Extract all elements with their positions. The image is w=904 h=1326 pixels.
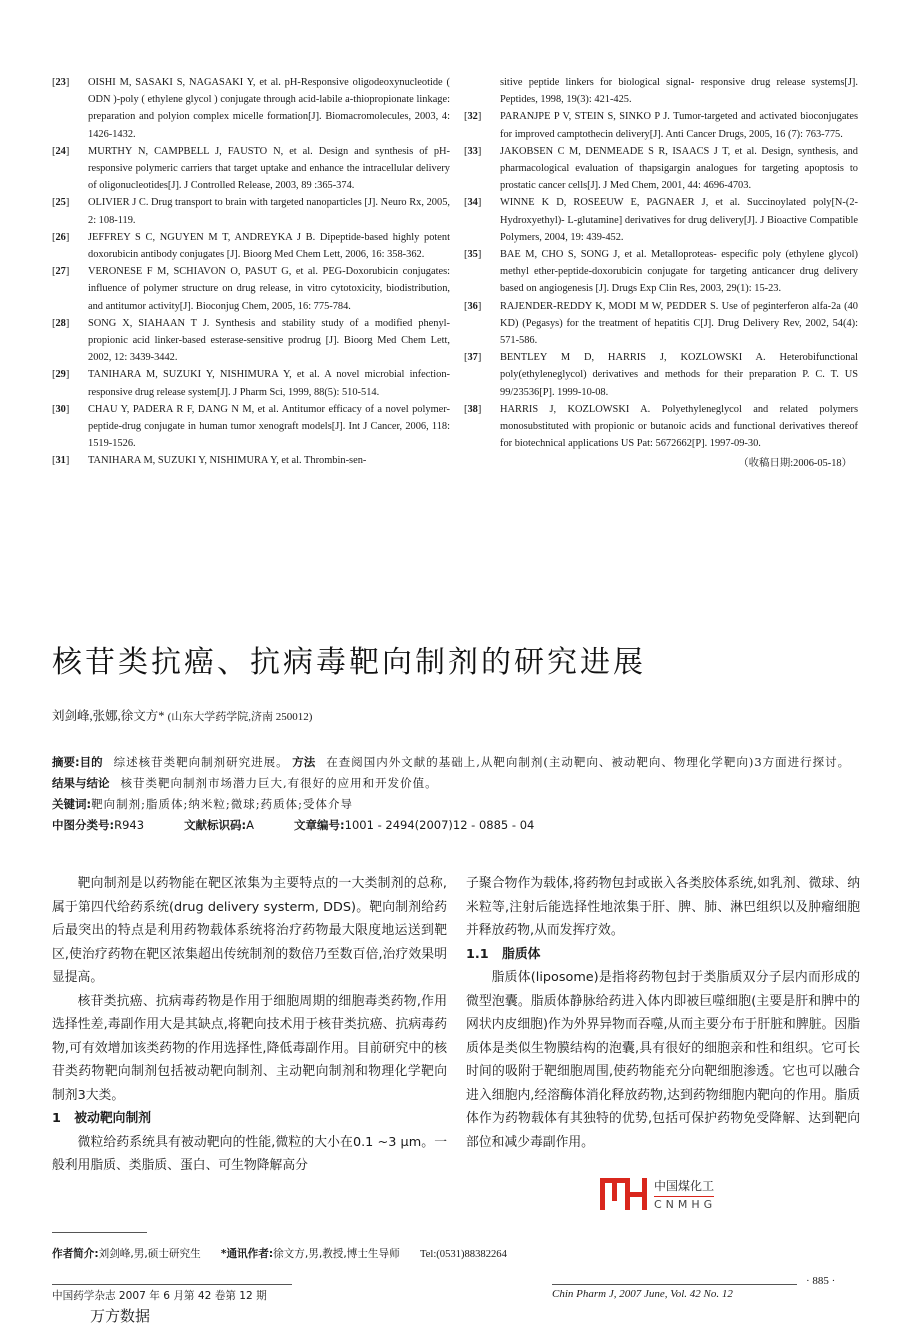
reference-number: [35]: [464, 249, 482, 261]
reference-item: [52, 366, 450, 400]
section-number: 1: [52, 1111, 61, 1126]
reference-number-value: 24: [55, 145, 66, 157]
reference-item: [52, 401, 450, 453]
journal-info-cn: 中国药学杂志 2007 年 6 月第 42 卷第 12 期: [52, 1290, 267, 1302]
authors: 刘剑峰,张娜,徐文方*: [52, 709, 165, 723]
watermark-logo: [600, 1178, 800, 1214]
reference-text: CHAU Y, PADERA R F, DANG N M, et al. Antitumor efficacy of a novel polymer-peptide-drug conjugate in human tumor xenograft models[J]. Int J Cancer, 2006, 118: 1519-1526.: [88, 403, 450, 450]
reference-number-value: 29: [55, 369, 66, 381]
section-title: 被动靶向制剂: [74, 1111, 152, 1126]
footer-rule-left: [52, 1284, 292, 1285]
clc-value: R943: [114, 818, 145, 832]
reference-number-value: 37: [467, 352, 478, 364]
affiliation: (山东大学药学院,济南 250012): [167, 711, 313, 723]
reference-number: [27]: [52, 266, 70, 278]
body-paragraph: 微粒给药系统具有被动靶向的性能,微粒的大小在0.1 ~3 μm。一般利用脂质、类脂质、蛋白、可生物降解高分: [52, 1134, 447, 1173]
section-number: 1.1: [466, 946, 489, 962]
reference-item: [464, 194, 858, 246]
reference-item: [52, 263, 450, 315]
reference-text: HARRIS J, KOZLOWSKI A. Polyethyleneglycol and related polymers monosubstituted with propionic or butanoic acids and functional derivatives thereof for biotechnical applications US Pat: 5672662[P]. 1997-09-30.: [500, 403, 858, 450]
author-line: [52, 706, 312, 724]
reference-text: BENTLEY M D, HARRIS J, KOZLOWSKI A. Heterobifunctional poly(ethyleneglycol) derivatives and methods for their preparation P. C. T. US 99/23536[P]. 1999-10-08.: [500, 352, 858, 398]
journal-info-en: Chin Pharm J, 2007 June, Vol. 42 No. 12: [552, 1288, 733, 1300]
reference-continuation: sitive peptide linkers for biological signal- responsive drug release systems[J]. Peptides, 1998, 19(3): 421-425.: [500, 77, 858, 106]
reference-number: [24]: [52, 145, 70, 157]
reference-item: [52, 74, 450, 143]
reference-number-value: 27: [55, 266, 66, 278]
reference-text: TANIHARA M, SUZUKI Y, NISHIMURA Y, et al. Thrombin-sen-: [88, 455, 367, 467]
reference-number: [26]: [52, 231, 70, 243]
footnote-rule: [52, 1232, 147, 1233]
database-watermark: 万方数据: [90, 1307, 151, 1325]
body-paragraph: 子聚合物作为载体,将药物包封或嵌入各类胶体系统,如乳剂、微球、纳米粒等,注射后能选择性地浓集于肝、脾、肺、淋巴组织以及肿瘤细胞并释放药物,从而发挥疗效。: [466, 876, 860, 938]
reference-number-value: 38: [467, 403, 478, 415]
objective-label: 目的: [79, 755, 103, 769]
watermark-cn-name: 中国煤化工: [654, 1179, 715, 1193]
reference-item: [464, 246, 858, 298]
reference-item: [464, 401, 858, 453]
reference-text: JEFFREY S C, NGUYEN M T, ANDREYKA J B. Dipeptide-based highly potent doxorubicin antibody conjugates [J]. Bioorg Med Chem Lett, 2006, 16: 358-362.: [88, 231, 450, 261]
references-left-column: [52, 74, 450, 470]
footer-rule-right: [552, 1284, 797, 1285]
reference-number-value: 31: [55, 455, 66, 467]
reference-number: [25]: [52, 197, 70, 209]
reference-number-value: 30: [55, 403, 66, 415]
references-right-column: [464, 74, 858, 473]
clc-label: 中图分类号:: [52, 818, 115, 832]
reference-text: JAKOBSEN C M, DENMEADE S R, ISAACS J T, et al. Design, synthesis, and pharmacological evaluation of thapsigargin analogues for targeting apoptosis to prostatic cancer cells[J]. J Med Chem, 2001, 44: 4696-4703.: [500, 145, 858, 192]
reference-number-value: 25: [55, 197, 66, 209]
body-paragraph: 靶向制剂是以药物能在靶区浓集为主要特点的一大类制剂的总称,属于第四代给药系统(drug delivery systerm, DDS)。靶向制剂给药后最突出的特点是利用药物载体系统将治疗药物最大限度地运送到靶区,使治疗药物在靶区浓集超出传统制剂的数倍乃至数百倍,治疗效果明显提高。: [52, 876, 447, 985]
reference-number: [37]: [464, 352, 482, 364]
doc-code-value: A: [246, 818, 255, 832]
reference-number-value: 23: [55, 77, 66, 88]
reference-number: [28]: [52, 317, 70, 329]
reference-item: [464, 108, 858, 142]
body-paragraph: 脂质体(liposome)是指将药物包封于类脂质双分子层内而形成的微型泡囊。脂质体静脉给药进入体内即被巨噬细胞(主要是肝和脾中的网状内皮细胞)作为外界异物而吞噬,从而主要分布于肝脏和脾脏。因脂质体是类似生物膜结构的泡囊,具有很好的细胞亲和性和组织。它可长时间的吸附于靶细胞周围,使药物能充分向靶细胞渗透。它也可以融合进入细胞内,经溶酶体消化释放药物,达到药物细胞内靶向的作用。脂质体作为药物载体有其独特的优势,包括可保护药物免受降解、达到靶向部位和减少毒副作用。: [466, 970, 860, 1150]
keywords-label: 关键词:: [52, 797, 92, 811]
section-heading: [52, 1107, 447, 1131]
reference-item: [52, 194, 450, 228]
article-title: 核苷类抗癌、抗病毒靶向制剂的研究进展: [52, 645, 646, 680]
abstract-label: 摘要:: [52, 755, 80, 769]
reference-number: [38]: [464, 403, 482, 415]
page-number: · 885 ·: [806, 1275, 836, 1287]
reference-text: RAJENDER-REDDY K, MODI M W, PEDDER S. Use of peginterferon alfa-2a (40 KD) (Pegasys) for the treatment of hepatitis C[J]. Drug Delivery Rev, 2002, 54(4): 571-586.: [500, 300, 858, 347]
reference-item: [52, 229, 450, 263]
reference-item: [464, 298, 858, 350]
reference-text: WINNE K D, ROSEEUW E, PAGNAER J, et al. Succinoylated poly[N-(2-Hydroxyethyl)- L-glutamine] derivatives for drug delivery[J]. J Bioactive Compatible Polymers, 2004, 19: 439-452.: [500, 197, 858, 243]
reference-number: [29]: [52, 369, 70, 381]
body-paragraph: 核苷类抗癌、抗病毒药物是作用于细胞周期的细胞毒类药物,作用选择性差,毒副作用大是其缺点,将靶向技术用于核苷类抗癌、抗病毒药物,可有效增加该类药物的作用选择性,降低毒副作用。目前研究中的核苷类药物靶向制剂包括被动靶向制剂、主动靶向制剂和物理化学靶向制剂3大类。: [52, 993, 447, 1103]
telephone: Tel:(0531)88382264: [419, 1249, 507, 1260]
reference-text: PARANJPE P V, STEIN S, SINKO P J. Tumor-targeted and activated bioconjugates for improved camptothecin delivery[J]. Anti Cancer Drugs, 2005, 16 (7): 763-775.: [500, 111, 858, 140]
doc-code-item: [184, 815, 254, 836]
reference-item: [52, 452, 450, 469]
article-no-label: 文章编号:: [294, 818, 345, 832]
method-text: 在查阅国内外文献的基础上,从靶向制剂(主动靶向、被动靶向、物理化学靶向)3方面进行探讨。: [326, 755, 851, 769]
article-no-item: [294, 815, 534, 836]
reference-number: [30]: [52, 403, 70, 415]
abstract-text: [52, 752, 852, 794]
author-intro-label: 作者简介:: [52, 1248, 99, 1260]
received-date: （收稿日期:2006-05-18）: [738, 458, 852, 470]
corresponding-author: 徐文方,男,教授,博士生导师: [273, 1248, 400, 1260]
reference-item: [52, 315, 450, 367]
result-label: 结果与结论: [52, 776, 110, 790]
reference-number-value: 26: [55, 231, 66, 243]
corresponding-label: *通讯作者:: [220, 1248, 274, 1260]
classification-line: [52, 815, 852, 836]
reference-number: [32]: [464, 111, 482, 123]
reference-number: [23]: [52, 77, 70, 88]
reference-item: [52, 143, 450, 195]
reference-number-value: 34: [467, 197, 478, 209]
reference-number-value: 36: [467, 300, 478, 312]
watermark-en-name: CNMHG: [654, 1198, 717, 1211]
reference-number-value: 35: [467, 249, 478, 261]
reference-text: MURTHY N, CAMPBELL J, FAUSTO N, et al. Design and synthesis of pH-responsive polymeric carriers that target uptake and enhance the intracellular delivery of oligonucleotides[J]. J Controlled Release, 2003, 89 :365-374.: [88, 145, 450, 192]
reference-number: [36]: [464, 300, 482, 312]
reference-number: [33]: [464, 145, 482, 157]
reference-item: [464, 143, 858, 195]
abstract-block: [52, 752, 852, 836]
reference-text: SONG X, SIAHAAN T J. Synthesis and stability study of a modified phenyl- propionic acid linker-based esterase-sensitive prodrug [J]. Bioorg Med Chem Lett, 2002, 12: 3439-3442.: [88, 317, 450, 364]
reference-number-value: 33: [467, 145, 478, 157]
reference-text: OISHI M, SASAKI S, NAGASAKI Y, et al. pH-Responsive oligodeoxynucleotide ( ODN )-poly ( ethylene glycol ) conjugate through acid-labile a-thiopropionate linkage: preparation and polyion complex micelle formation[J]. Biomacromolecules, 2003, 4: 1426-1432.: [88, 77, 450, 140]
article-no-value: 1001 - 2494(2007)12 - 0885 - 04: [344, 818, 535, 832]
reference-text: VERONESE F M, SCHIAVON O, PASUT G, et al. PEG-Doxorubicin conjugates: influence of polymer structure on drug release, in vitro cytotoxicity, biodistribution, and antitumor activity[J]. Bioconjug Chem, 2005, 16: 775-784.: [88, 266, 450, 312]
result-text: 核苷类靶向制剂市场潜力巨大,有很好的应用和开发价值。: [120, 776, 438, 790]
reference-number-value: 32: [467, 111, 478, 123]
author-intro: 刘剑峰,男,硕士研究生: [98, 1248, 201, 1260]
body-left-column: [52, 872, 447, 1178]
section-title: 脂质体: [502, 946, 541, 962]
reference-text: TANIHARA M, SUZUKI Y, NISHIMURA Y, et al. A novel microbial infection-responsive drug release system[J]. J Pharm Sci, 1999, 88(5): 510-514.: [88, 369, 450, 398]
objective-text: 综述核苷类靶向制剂研究进展。: [113, 755, 289, 769]
reference-number: [31]: [52, 455, 70, 467]
section-heading: [466, 943, 860, 967]
author-footnote: [52, 1246, 507, 1261]
reference-number-value: 28: [55, 317, 66, 329]
keywords: 靶向制剂;脂质体;纳米粒;微球;药质体;受体介导: [91, 797, 353, 811]
clc-item: [52, 815, 144, 836]
reference-text: OLIVIER J C. Drug transport to brain with targeted nanoparticles [J]. Neuro Rx, 2005, 2: 108-119.: [88, 197, 450, 226]
doc-code-label: 文献标识码:: [184, 818, 247, 832]
keywords-line: [52, 794, 852, 815]
reference-text: BAE M, CHO S, SONG J, et al. Metalloproteas- especific poly (ethylene glycol) methyl ether-peptide-doxorubicin conjugate for targeting anticancer drug delivery based on angiogenesis [J]. Drugs Exp Clin Res, 2003, 29(1): 15-23.: [500, 249, 858, 295]
reference-number: [34]: [464, 197, 482, 209]
method-label: 方法: [292, 755, 316, 769]
body-right-column: [466, 872, 860, 1154]
reference-item: [464, 349, 858, 401]
